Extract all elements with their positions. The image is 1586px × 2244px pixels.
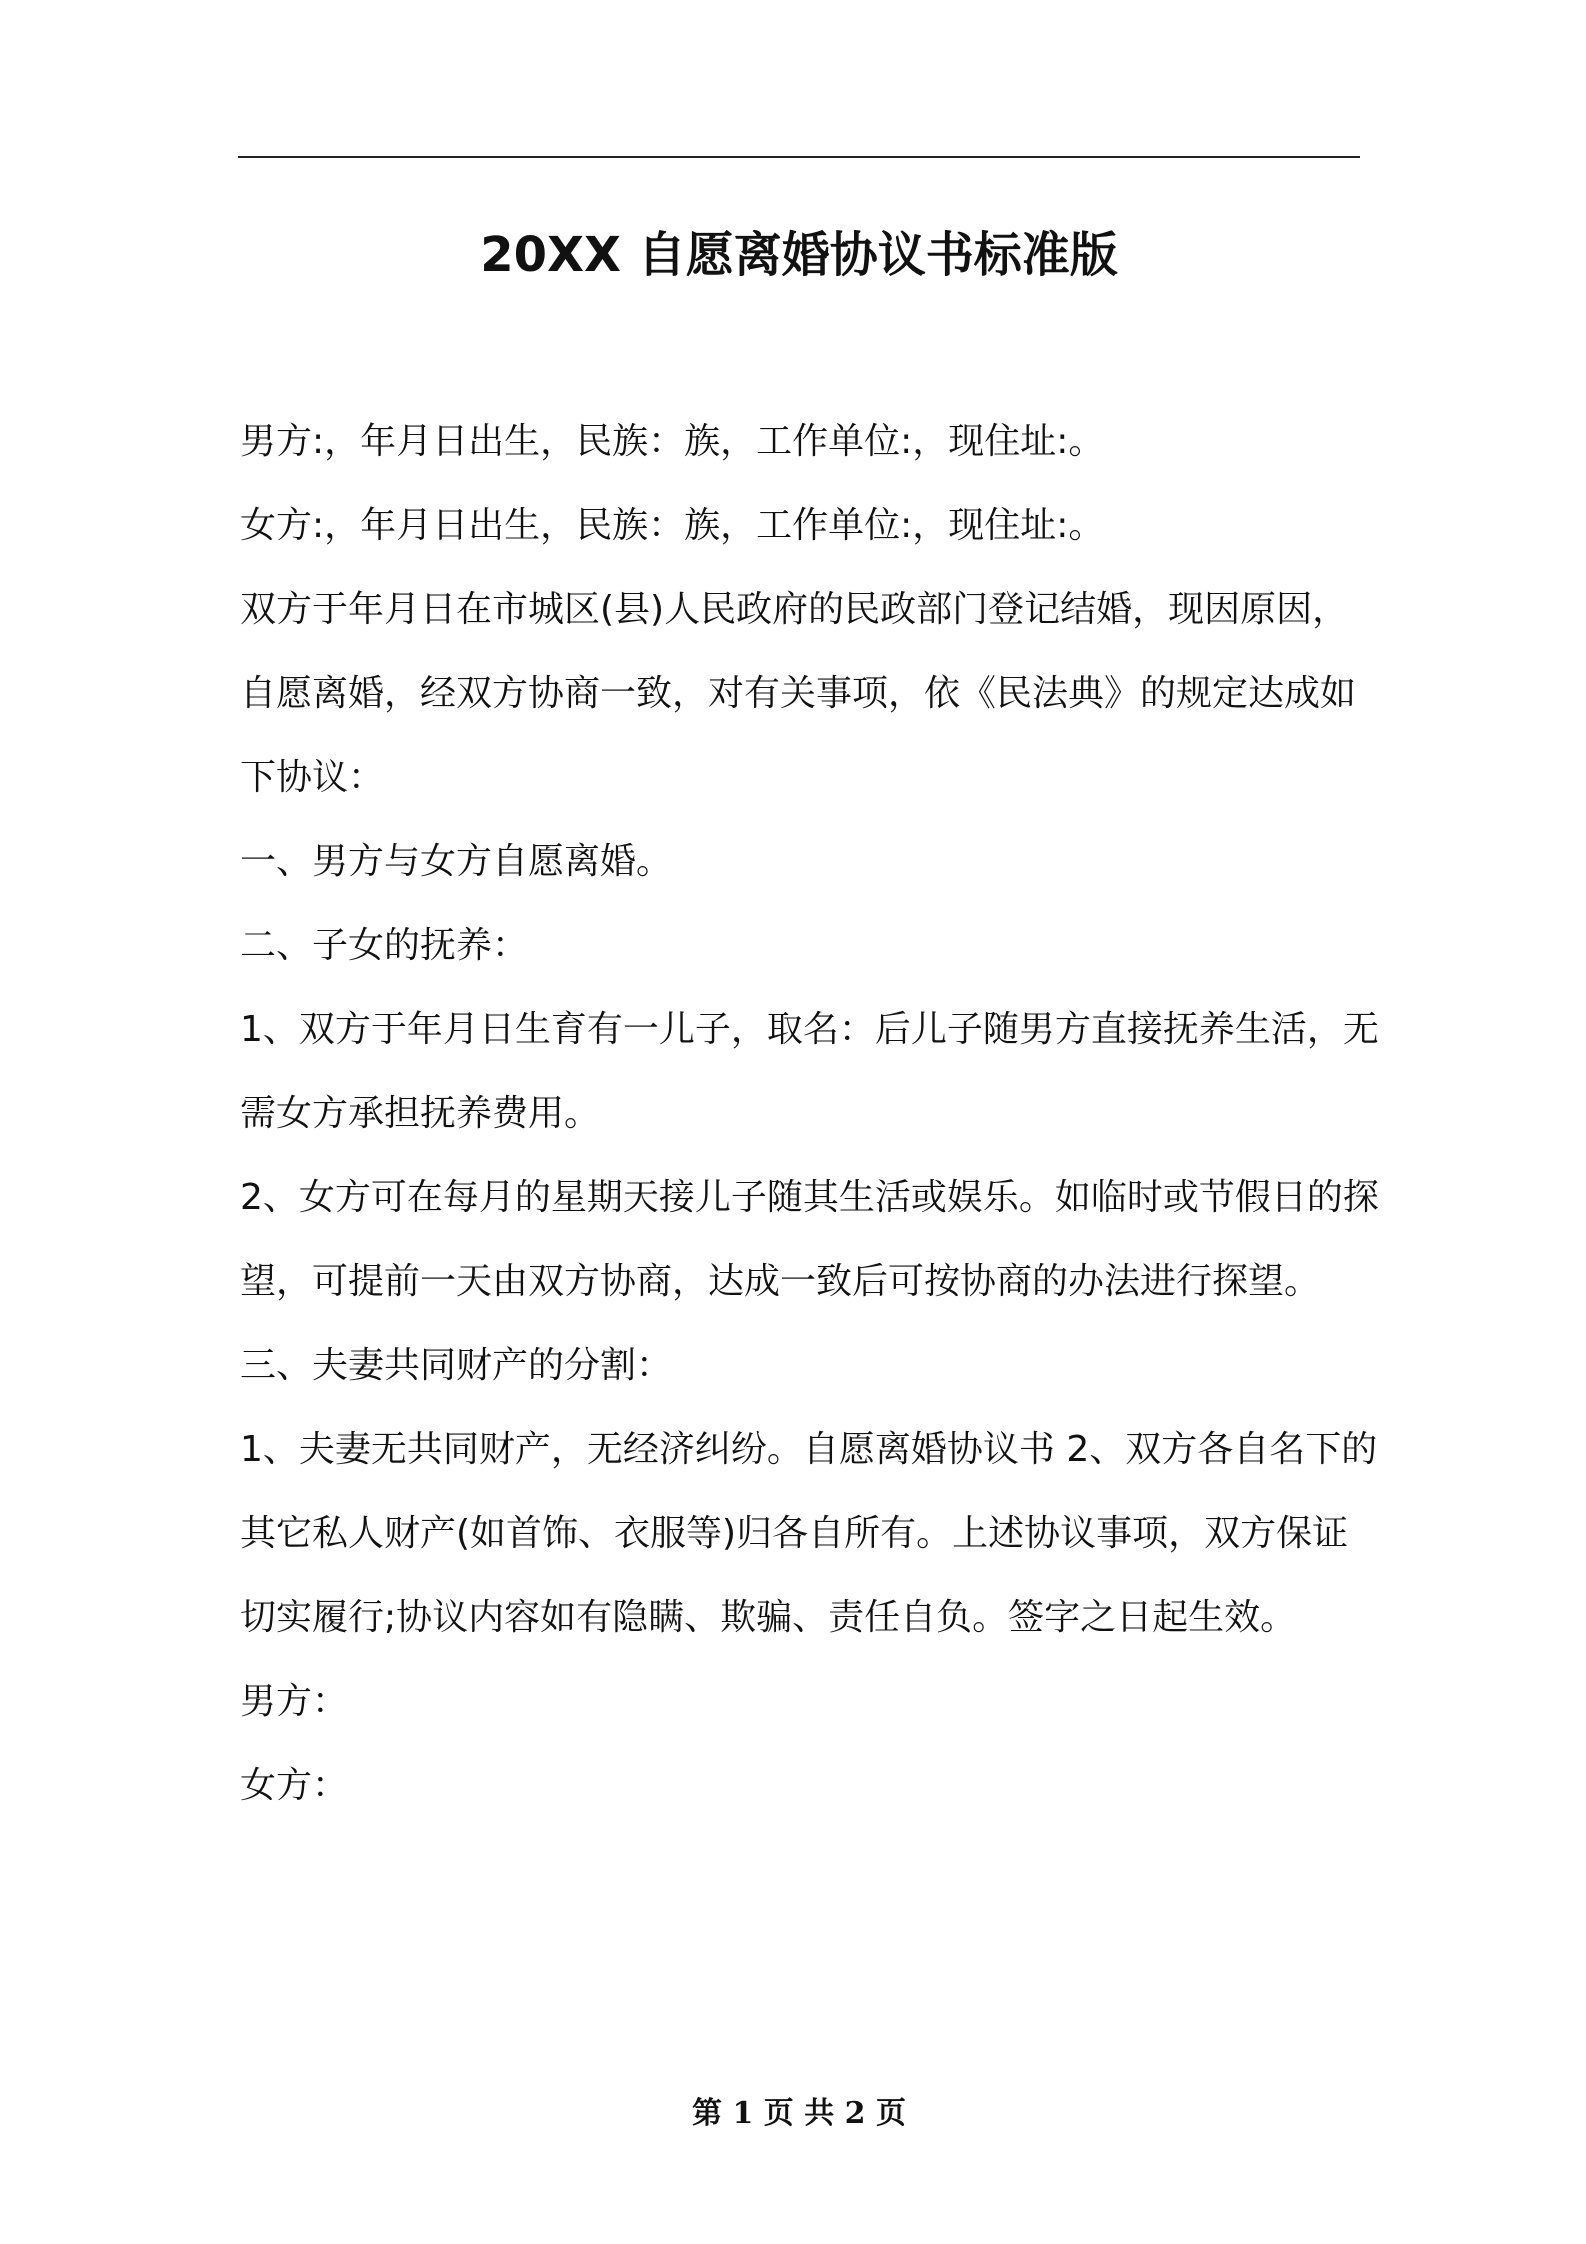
signature-male: 男方：: [240, 1681, 349, 1722]
page-number: 第 1 页 共 2 页: [692, 2096, 906, 2131]
header-rule: [238, 156, 1360, 158]
paragraph-clause-1: 一、男方与女方自愿离婚。: [240, 841, 673, 882]
paragraph-male-party-info: 男方:，年月日出生，民族：族，工作单位:，现住址:。: [240, 421, 1105, 462]
paragraph-clause-2-item-2: 2、女方可在每月的星期天接儿子随其生活或娱乐。如临时或节假日的探望，可提前一天由双方协商，达成一致后可按协商的办法进行探望。: [240, 1177, 1379, 1302]
document-body: [240, 400, 1380, 1828]
signature-female: 女方：: [240, 1765, 349, 1806]
paragraph-female-party-info: 女方:，年月日出生，民族：族，工作单位:，现住址:。: [240, 505, 1105, 546]
paragraph-clause-2-heading: 二、子女的抚养：: [240, 925, 529, 966]
paragraph-clause-2-item-1: 1、双方于年月日生育有一儿子，取名：后儿子随男方直接抚养生活，无需女方承担抚养费用。: [240, 1009, 1379, 1134]
document-title: 20XX 自愿离婚协议书标准版: [480, 227, 1118, 283]
paragraph-clause-3-item-1: 1、夫妻无共同财产，无经济纠纷。自愿离婚协议书 2、双方各自名下的其它私人财产(如首饰、衣服等)归各自所有。上述协议事项，双方保证切实履行;协议内容如有隐瞒、欺骗、责任自负。签字之日起生效。: [240, 1429, 1378, 1638]
paragraph-preamble: 双方于年月日在市城区(县)人民政府的民政部门登记结婚，现因原因，自愿离婚，经双方协商一致，对有关事项，依《民法典》的规定达成如下协议：: [240, 589, 1357, 798]
paragraph-clause-3-heading: 三、夫妻共同财产的分割：: [240, 1345, 673, 1386]
